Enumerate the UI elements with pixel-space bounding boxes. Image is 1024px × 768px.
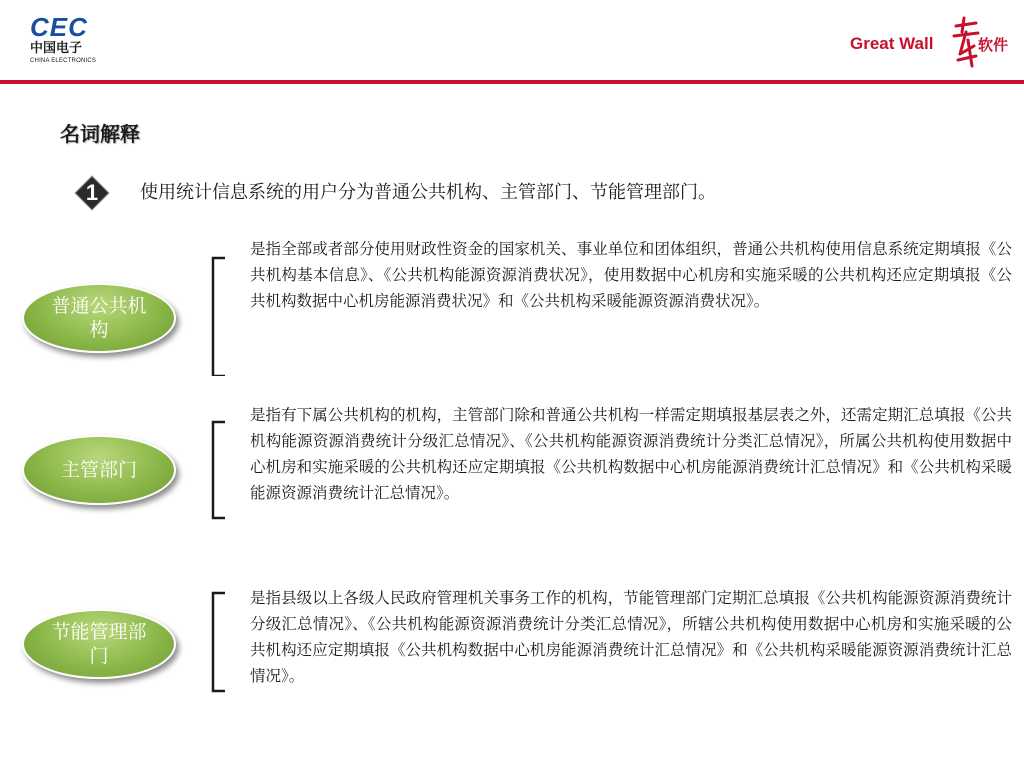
- great-wall-logo-text: Great Wall: [850, 34, 934, 53]
- term-label-pill: [22, 283, 176, 353]
- term-name: 主管部门: [60, 459, 137, 481]
- term-description: 是指全部或者部分使用财政性资金的国家机关、事业单位和团体组织，普通公共机构使用信息系统定期填报《公共机构基本信息》、《公共机构能源资源消费状况》，使用数据中心机房和实施采暖的公共机构还应定期填报《公共机构数据中心机房能源消费状况》和《公共机构采暖能源资源消费状况》。: [250, 240, 1012, 310]
- header-divider: [0, 80, 1024, 84]
- bracket-icon: [205, 420, 229, 520]
- cec-logo-english: CHINA ELECTRONICS: [30, 58, 97, 64]
- cec-logo-chinese: 中国电子: [30, 41, 83, 56]
- term-label-pill: [22, 435, 176, 505]
- term-name: 节能管理部门: [51, 621, 147, 667]
- cec-logo-mark: CEC: [30, 12, 88, 42]
- term-name: 普通公共机构: [51, 295, 147, 341]
- term-label-pill: [22, 609, 176, 679]
- cec-logo: [30, 14, 110, 68]
- number-badge: [74, 175, 110, 211]
- number-badge-label: 1: [85, 180, 99, 205]
- term-description: 是指县级以上各级人民政府管理机关事务工作的机构，节能管理部门定期汇总填报《公共机构能源资源消费统计分级汇总情况》、《公共机构能源资源消费统计分类汇总情况》，所辖公共机构使用数据中心机房和实施采暖的公共机构还应定期填报《公共机构数据中心机房能源消费统计汇总情况》和《公共机构采暖能源资源消费统计汇总情况》。: [250, 589, 1012, 685]
- bracket-icon: [205, 591, 229, 693]
- term-description: 是指有下属公共机构的机构，主管部门除和普通公共机构一样需定期填报基层表之外，还需定期汇总填报《公共机构能源资源消费统计分级汇总情况》、《公共机构能源资源消费统计分类汇总情况》，所属公共机构使用数据中心机房和实施采暖的公共机构还应定期填报《公共机构数据中心机房能源消费统计汇总情况》和《公共机构采暖能源资源消费统计汇总情况》。: [250, 406, 1012, 502]
- section-title: 名词解释: [60, 122, 140, 146]
- great-wall-logo-chinese: 软件: [978, 36, 1009, 54]
- great-wall-logo: [850, 14, 1010, 70]
- intro-text: 使用统计信息系统的用户分为普通公共机构、主管部门、节能管理部门。: [140, 182, 716, 203]
- header: [0, 0, 1024, 80]
- bracket-icon: [205, 256, 229, 376]
